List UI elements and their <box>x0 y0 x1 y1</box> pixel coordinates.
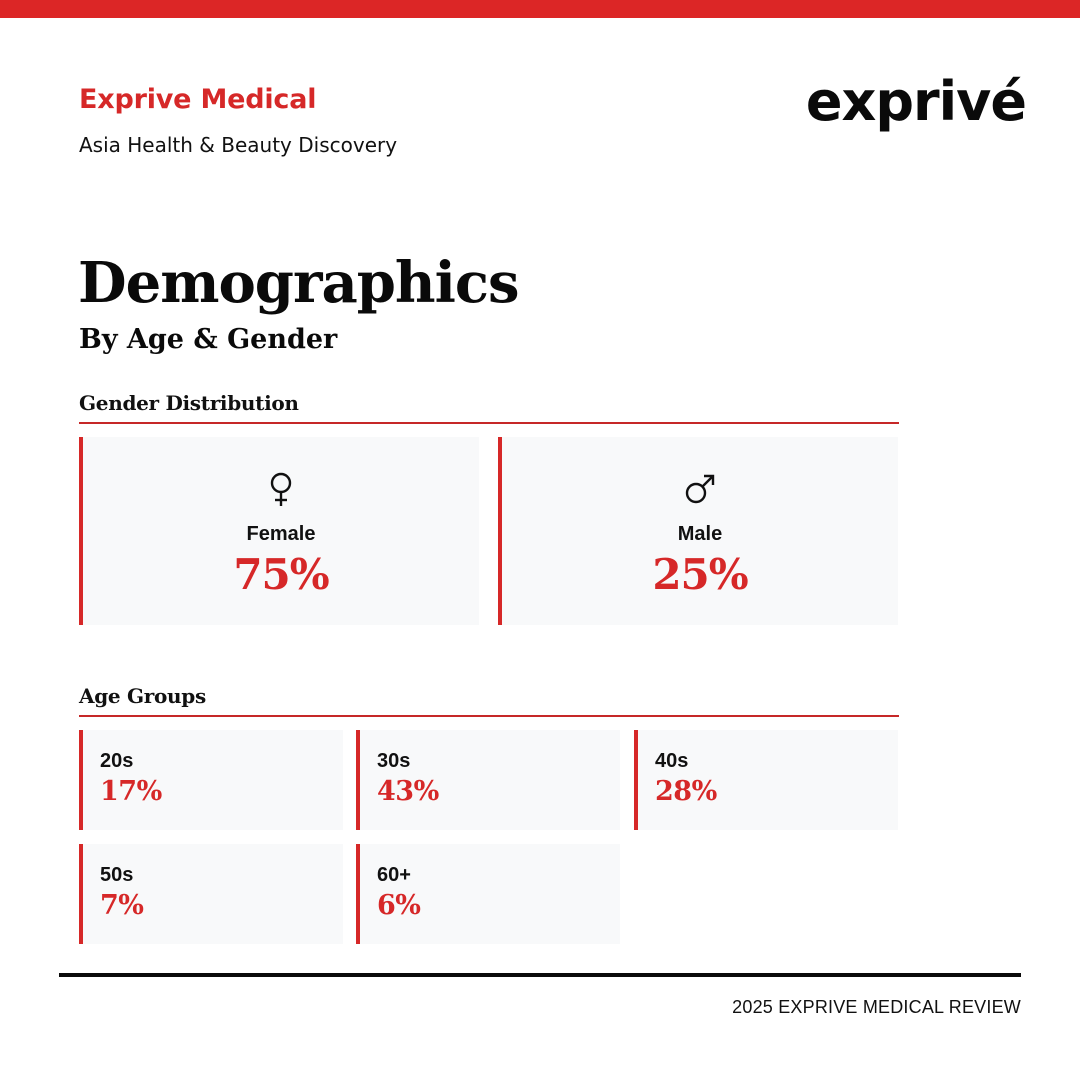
gender-distribution-heading-text: Gender Distribution <box>79 391 299 415</box>
female-symbol-icon <box>261 469 301 509</box>
age-value: 43% <box>377 776 439 807</box>
gender-label-male: Male <box>677 523 723 545</box>
male-symbol-icon <box>680 469 720 509</box>
age-value: 6% <box>377 890 421 921</box>
gender-value-female: 75% <box>233 550 329 599</box>
exprive-logo: exprivé <box>805 70 1026 133</box>
age-value: 17% <box>100 776 162 807</box>
age-card-40s <box>634 730 898 830</box>
age-label: 40s <box>655 750 689 772</box>
brand-name: Exprive Medical <box>79 84 317 115</box>
gender-value-male: 25% <box>652 550 748 599</box>
age-label: 30s <box>377 750 411 772</box>
age-value: 7% <box>100 890 144 921</box>
page-title: Demographics <box>78 250 519 316</box>
age-groups-heading <box>79 681 899 717</box>
gender-distribution-heading <box>79 388 899 424</box>
age-label: 20s <box>100 750 134 772</box>
age-card-50s <box>79 844 343 944</box>
footer-text: 2025 EXPRIVE MEDICAL REVIEW <box>732 997 1021 1017</box>
footer-divider <box>59 973 1021 977</box>
top-accent-bar <box>0 0 1080 18</box>
age-card-60-plus <box>356 844 620 944</box>
age-groups-heading-text: Age Groups <box>79 684 206 708</box>
age-value: 28% <box>655 776 717 807</box>
age-label: 50s <box>100 864 134 886</box>
gender-label-female: Female <box>246 523 316 545</box>
age-label: 60+ <box>377 864 411 886</box>
brand-tagline: Asia Health & Beauty Discovery <box>79 133 398 157</box>
age-card-20s <box>79 730 343 830</box>
page-subtitle: By Age & Gender <box>79 324 338 355</box>
gender-card-male <box>498 437 898 625</box>
gender-card-female <box>79 437 479 625</box>
age-card-30s <box>356 730 620 830</box>
